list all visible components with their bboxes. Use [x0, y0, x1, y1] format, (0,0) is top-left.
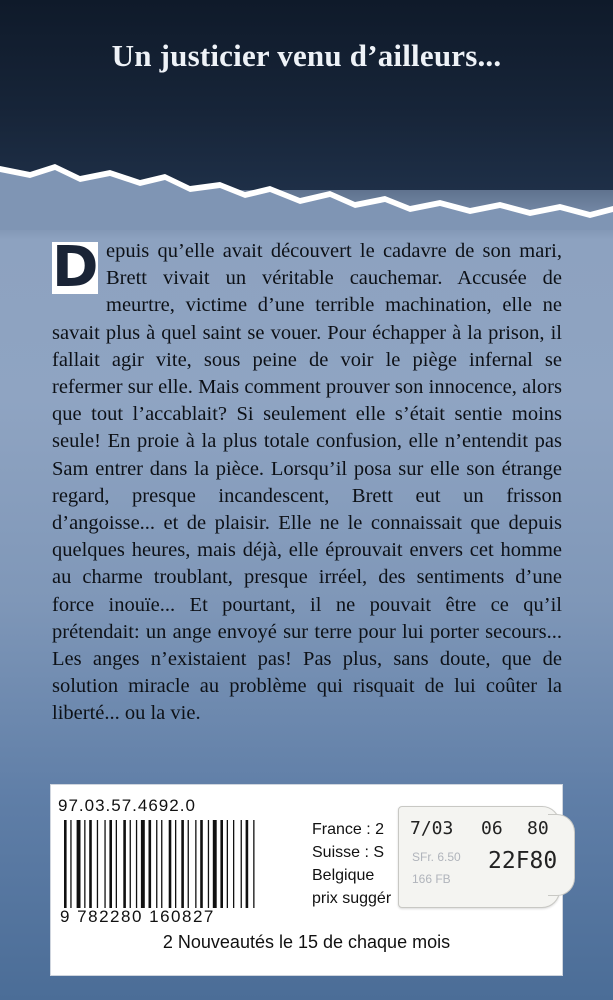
faded-price-chf: SFr. 6.50: [412, 850, 461, 864]
drop-cap: D: [52, 235, 99, 300]
barcode-bar: [253, 820, 254, 908]
price-list: [312, 818, 391, 910]
barcode-bar: [89, 820, 92, 908]
barcode-bar: [169, 820, 172, 908]
barcode-bar: [116, 820, 117, 908]
faded-price-fb: 166 FB: [412, 872, 451, 886]
barcode-bar: [175, 820, 176, 908]
headline: Un justicier venu d’ailleurs...: [111, 38, 502, 73]
barcode-bar: [241, 820, 242, 908]
barcode-bar: [220, 820, 223, 908]
sticker-code-c: 80: [527, 818, 549, 839]
price-suisse: Suisse : S: [312, 844, 385, 861]
barcode-bar: [123, 820, 126, 908]
blurb-text: [52, 235, 562, 728]
price-suggested: prix suggér: [312, 890, 392, 907]
barcode-bar: [156, 820, 157, 908]
barcode-bar: [130, 820, 131, 908]
footer-text: 2 Nouveautés le 15 de chaque mois: [162, 932, 451, 952]
barcode-bar: [149, 820, 152, 908]
barcode-bar: [208, 820, 209, 908]
sticker-code-a: 7/03: [410, 818, 454, 839]
blurb-body: epuis qu’elle avait découvert le cadavre de son mari, Brett vivait un véritable cauchemar. Accusée de meurtre, victime d’une terrible machination, elle ne savait plus à quel saint se vouer. Pour échapper à la prison, il fallait agir vite, sous peine de voir le piège infernal se refermer sur elle. Mais comment prouver son innocence, alors que tout l’accablait? Si seulement elle s’était sentie moins seule! En proie à la plus totale confusion, elle n’entendit pas Sam entrer dans la pièce. Lorsqu’il posa sur elle son étrange regard, presque incandescent, Brett eut un frisson d’angoisse... et de plaisir. Elle ne le connaissait que depuis quelques heures, mais déjà, elle éprouvait envers cet homme au charme troublant, presque irréel, des sentiments d’une force inouïe... Et pourtant, il ne pouvait être ce qu’il prétendait: un ange envoyé sur terre pour lui porter secours... Les anges n’existaient pas! Pas plus, sans doute, que de solution miracle au problème qui risquait de lui coûter la liberté... ou la vie.: [52, 240, 562, 725]
isbn-number: 97.03.57.4692.0: [58, 796, 196, 815]
barcode-bar: [195, 820, 196, 908]
barcode-bar: [200, 820, 203, 908]
price-france: France : 2: [312, 821, 385, 838]
barcode-number: 9 782280 160827: [60, 907, 215, 926]
barcode-bar: [77, 820, 81, 908]
barcode-bar: [227, 820, 228, 908]
sticker-price: 22F80: [488, 848, 558, 874]
barcode-bar: [70, 820, 71, 908]
barcode-bar: [97, 820, 98, 908]
barcode-bar: [233, 820, 234, 908]
barcode-bar: [188, 820, 189, 908]
price-belgique: Belgique: [312, 867, 375, 884]
sticker-code-b: 06: [481, 818, 503, 839]
barcode-bar: [161, 820, 162, 908]
torn-paper-edge: [0, 140, 613, 230]
barcode-bar: [213, 820, 217, 908]
barcode-bar: [104, 820, 105, 908]
barcode-bar: [246, 820, 249, 908]
barcode-bar: [84, 820, 85, 908]
barcode-bar: [141, 820, 145, 908]
barcode-bar: [136, 820, 137, 908]
barcode-bar: [181, 820, 184, 908]
barcode-bar: [64, 820, 67, 908]
barcode-bar: [109, 820, 112, 908]
barcode: [62, 820, 298, 910]
